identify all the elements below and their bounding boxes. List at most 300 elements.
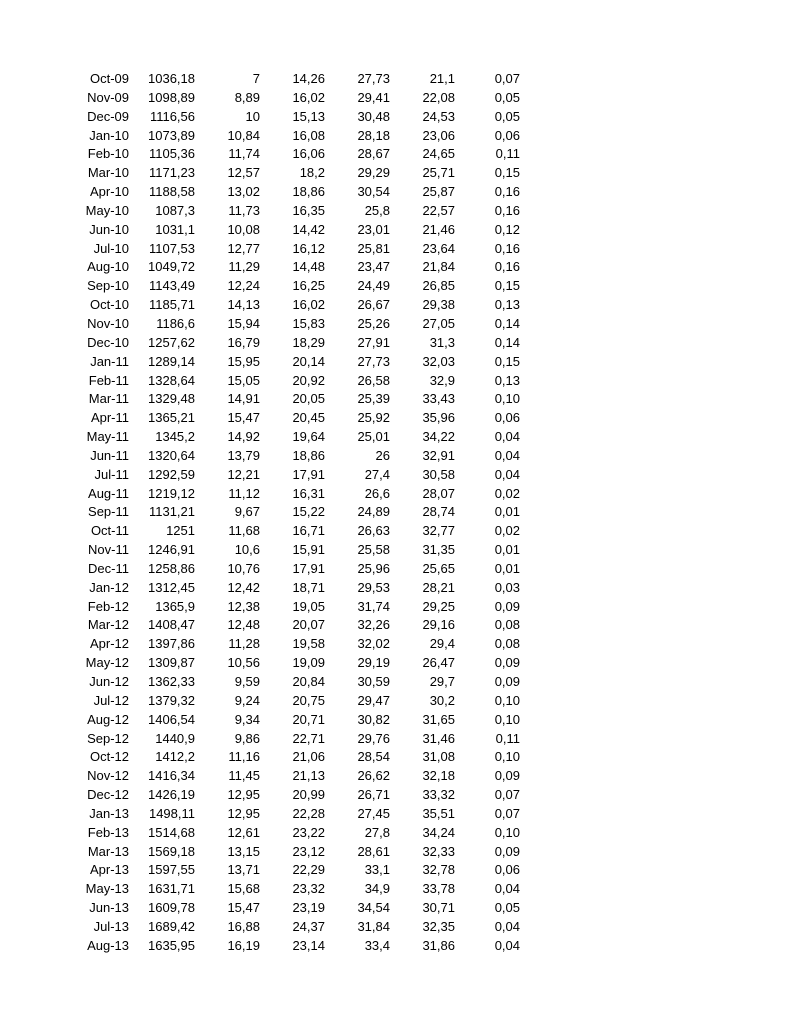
- date-cell[interactable]: May-12: [85, 655, 129, 671]
- value-cell[interactable]: 11,74: [228, 146, 260, 162]
- value-cell[interactable]: 29,19: [357, 655, 390, 671]
- value-cell[interactable]: 22,71: [292, 730, 325, 746]
- value-cell[interactable]: 29,47: [357, 692, 390, 708]
- value-cell[interactable]: 24,53: [422, 108, 455, 124]
- value-cell[interactable]: 29,4: [429, 636, 455, 652]
- value-cell[interactable]: 1171,23: [148, 165, 195, 181]
- value-cell[interactable]: 11,73: [228, 202, 260, 218]
- value-cell[interactable]: 1185,71: [148, 297, 195, 313]
- date-cell[interactable]: Apr-13: [89, 862, 129, 878]
- value-cell[interactable]: 20,07: [292, 617, 325, 633]
- date-cell[interactable]: Jul-12: [93, 692, 129, 708]
- value-cell[interactable]: 32,35: [422, 918, 455, 934]
- value-cell[interactable]: 16,02: [292, 297, 325, 313]
- value-cell[interactable]: 32,18: [422, 768, 455, 784]
- value-cell[interactable]: 15,68: [227, 881, 260, 897]
- value-cell[interactable]: 14,42: [292, 221, 325, 237]
- value-cell[interactable]: 0,13: [494, 297, 520, 313]
- value-cell[interactable]: 1635,95: [148, 937, 195, 953]
- value-cell[interactable]: 15,47: [227, 900, 260, 916]
- value-cell[interactable]: 18,2: [299, 165, 325, 181]
- value-cell[interactable]: 1412,2: [155, 749, 195, 765]
- value-cell[interactable]: 26,85: [422, 278, 455, 294]
- value-cell[interactable]: 1416,34: [148, 768, 195, 784]
- value-cell[interactable]: 23,12: [292, 843, 325, 859]
- value-cell[interactable]: 16,12: [292, 240, 325, 256]
- value-cell[interactable]: 17,91: [292, 560, 325, 576]
- value-cell[interactable]: 23,22: [292, 824, 325, 840]
- value-cell[interactable]: 18,86: [292, 447, 325, 463]
- value-cell[interactable]: 26,47: [422, 655, 455, 671]
- value-cell[interactable]: 1406,54: [148, 711, 195, 727]
- date-cell[interactable]: Mar-10: [87, 165, 129, 181]
- value-cell[interactable]: 18,29: [292, 334, 325, 350]
- value-cell[interactable]: 21,13: [292, 768, 325, 784]
- date-cell[interactable]: Dec-12: [87, 787, 129, 803]
- value-cell[interactable]: 23,47: [357, 259, 390, 275]
- value-cell[interactable]: 30,2: [429, 692, 455, 708]
- value-cell[interactable]: 22,29: [292, 862, 325, 878]
- value-cell[interactable]: 24,65: [422, 146, 455, 162]
- value-cell[interactable]: 31,08: [422, 749, 455, 765]
- value-cell[interactable]: 24,37: [292, 918, 325, 934]
- value-cell[interactable]: 16,31: [292, 485, 325, 501]
- value-cell[interactable]: 22,28: [292, 805, 325, 821]
- value-cell[interactable]: 0,05: [494, 89, 520, 105]
- date-cell[interactable]: Dec-10: [87, 334, 129, 350]
- value-cell[interactable]: 32,78: [422, 862, 455, 878]
- value-cell[interactable]: 16,88: [227, 918, 260, 934]
- value-cell[interactable]: 10,84: [227, 127, 260, 143]
- value-cell[interactable]: 34,9: [364, 881, 390, 897]
- value-cell[interactable]: 0,14: [494, 315, 520, 331]
- value-cell[interactable]: 1036,18: [148, 71, 195, 86]
- date-cell[interactable]: Feb-10: [87, 146, 129, 162]
- value-cell[interactable]: 26,71: [357, 787, 390, 803]
- value-cell[interactable]: 14,91: [227, 391, 260, 407]
- value-cell[interactable]: 32,26: [357, 617, 390, 633]
- value-cell[interactable]: 28,21: [422, 579, 455, 595]
- value-cell[interactable]: 16,19: [227, 937, 260, 953]
- value-cell[interactable]: 29,76: [357, 730, 390, 746]
- value-cell[interactable]: 0,09: [494, 655, 520, 671]
- value-cell[interactable]: 33,4: [364, 937, 390, 953]
- date-cell[interactable]: Apr-11: [90, 410, 129, 426]
- value-cell[interactable]: 23,14: [292, 937, 325, 953]
- value-cell[interactable]: 0,09: [494, 598, 520, 614]
- value-cell[interactable]: 1031,1: [155, 221, 195, 237]
- date-cell[interactable]: Mar-13: [87, 843, 129, 859]
- date-cell[interactable]: Nov-12: [87, 768, 129, 784]
- value-cell[interactable]: 0,15: [494, 165, 520, 181]
- date-cell[interactable]: Jun-11: [90, 447, 129, 463]
- value-cell[interactable]: 27,73: [357, 71, 390, 86]
- value-cell[interactable]: 28,74: [422, 504, 455, 520]
- value-cell[interactable]: 0,07: [494, 787, 520, 803]
- date-cell[interactable]: Jan-13: [89, 805, 129, 821]
- value-cell[interactable]: 0,07: [494, 805, 520, 821]
- value-cell[interactable]: 15,95: [227, 353, 260, 369]
- value-cell[interactable]: 25,92: [357, 410, 390, 426]
- value-cell[interactable]: 29,29: [357, 165, 390, 181]
- date-cell[interactable]: Oct-11: [90, 523, 129, 539]
- value-cell[interactable]: 1289,14: [148, 353, 195, 369]
- value-cell[interactable]: 30,54: [357, 184, 390, 200]
- value-cell[interactable]: 31,46: [422, 730, 455, 746]
- date-cell[interactable]: Jul-10: [93, 240, 129, 256]
- value-cell[interactable]: 15,94: [227, 315, 260, 331]
- value-cell[interactable]: 19,05: [292, 598, 325, 614]
- value-cell[interactable]: 26,67: [357, 297, 390, 313]
- value-cell[interactable]: 25,26: [357, 315, 390, 331]
- value-cell[interactable]: 1408,47: [148, 617, 195, 633]
- value-cell[interactable]: 15,47: [227, 410, 260, 426]
- value-cell[interactable]: 0,13: [494, 372, 520, 388]
- value-cell[interactable]: 1116,56: [149, 108, 195, 124]
- value-cell[interactable]: 27,4: [364, 466, 390, 482]
- value-cell[interactable]: 29,16: [422, 617, 455, 633]
- date-cell[interactable]: Aug-12: [87, 711, 129, 727]
- date-cell[interactable]: May-11: [86, 429, 129, 445]
- value-cell[interactable]: 1397,86: [148, 636, 195, 652]
- value-cell[interactable]: 1257,62: [148, 334, 195, 350]
- value-cell[interactable]: 24,49: [357, 278, 390, 294]
- value-cell[interactable]: 0,11: [495, 730, 520, 746]
- value-cell[interactable]: 9,67: [234, 504, 260, 520]
- value-cell[interactable]: 10: [245, 108, 260, 124]
- value-cell[interactable]: 30,58: [422, 466, 455, 482]
- value-cell[interactable]: 27,05: [422, 315, 455, 331]
- value-cell[interactable]: 1426,19: [148, 787, 195, 803]
- value-cell[interactable]: 11,29: [228, 259, 260, 275]
- value-cell[interactable]: 0,04: [494, 937, 520, 953]
- value-cell[interactable]: 1498,11: [148, 805, 195, 821]
- value-cell[interactable]: 12,21: [227, 466, 260, 482]
- value-cell[interactable]: 1514,68: [148, 824, 195, 840]
- value-cell[interactable]: 1258,86: [148, 560, 195, 576]
- value-cell[interactable]: 8,89: [234, 89, 260, 105]
- value-cell[interactable]: 0,05: [494, 900, 520, 916]
- value-cell[interactable]: 17,91: [292, 466, 325, 482]
- value-cell[interactable]: 0,16: [494, 202, 520, 218]
- value-cell[interactable]: 12,48: [227, 617, 260, 633]
- value-cell[interactable]: 14,48: [292, 259, 325, 275]
- value-cell[interactable]: 32,33: [422, 843, 455, 859]
- value-cell[interactable]: 33,43: [422, 391, 455, 407]
- date-cell[interactable]: Dec-11: [88, 560, 129, 576]
- value-cell[interactable]: 1689,42: [148, 918, 195, 934]
- value-cell[interactable]: 18,86: [292, 184, 325, 200]
- value-cell[interactable]: 0,01: [494, 504, 520, 520]
- value-cell[interactable]: 0,09: [494, 674, 520, 689]
- value-cell[interactable]: 12,61: [227, 824, 260, 840]
- value-cell[interactable]: 29,41: [357, 89, 390, 105]
- date-cell[interactable]: Mar-12: [87, 617, 129, 633]
- value-cell[interactable]: 0,07: [494, 71, 520, 86]
- value-cell[interactable]: 0,01: [494, 560, 520, 576]
- value-cell[interactable]: 35,96: [422, 410, 455, 426]
- value-cell[interactable]: 25,96: [357, 560, 390, 576]
- value-cell[interactable]: 0,03: [494, 579, 520, 595]
- value-cell[interactable]: 1188,58: [148, 184, 195, 200]
- value-cell[interactable]: 23,64: [422, 240, 455, 256]
- value-cell[interactable]: 31,65: [422, 711, 455, 727]
- value-cell[interactable]: 28,61: [357, 843, 390, 859]
- value-cell[interactable]: 21,46: [422, 221, 455, 237]
- value-cell[interactable]: 12,57: [227, 165, 260, 181]
- value-cell[interactable]: 0,08: [494, 617, 520, 633]
- value-cell[interactable]: 1569,18: [148, 843, 195, 859]
- value-cell[interactable]: 14,13: [227, 297, 260, 313]
- value-cell[interactable]: 13,02: [227, 184, 260, 200]
- value-cell[interactable]: 0,15: [494, 278, 520, 294]
- value-cell[interactable]: 20,71: [292, 711, 325, 727]
- value-cell[interactable]: 0,08: [494, 636, 520, 652]
- date-cell[interactable]: Feb-12: [87, 598, 129, 614]
- value-cell[interactable]: 0,04: [494, 466, 520, 482]
- value-cell[interactable]: 21,06: [292, 749, 325, 765]
- value-cell[interactable]: 15,83: [292, 315, 325, 331]
- value-cell[interactable]: 11,12: [228, 485, 260, 501]
- value-cell[interactable]: 29,38: [422, 297, 455, 313]
- value-cell[interactable]: 21,1: [429, 71, 455, 86]
- value-cell[interactable]: 34,22: [422, 429, 455, 445]
- value-cell[interactable]: 1328,64: [148, 372, 195, 388]
- value-cell[interactable]: 1098,89: [148, 89, 195, 105]
- value-cell[interactable]: 0,06: [494, 127, 520, 143]
- value-cell[interactable]: 24,89: [357, 504, 390, 520]
- value-cell[interactable]: 1087,3: [155, 202, 195, 218]
- value-cell[interactable]: 28,07: [422, 485, 455, 501]
- value-cell[interactable]: 35,51: [422, 805, 455, 821]
- value-cell[interactable]: 23,32: [292, 881, 325, 897]
- value-cell[interactable]: 0,16: [494, 184, 520, 200]
- date-cell[interactable]: May-13: [85, 881, 129, 897]
- value-cell[interactable]: 27,8: [364, 824, 390, 840]
- value-cell[interactable]: 23,19: [292, 900, 325, 916]
- value-cell[interactable]: 12,38: [227, 598, 260, 614]
- date-cell[interactable]: Jan-11: [90, 353, 129, 369]
- date-cell[interactable]: Apr-10: [89, 184, 129, 200]
- date-cell[interactable]: Sep-11: [88, 504, 129, 520]
- value-cell[interactable]: 16,25: [292, 278, 325, 294]
- date-cell[interactable]: Sep-12: [87, 730, 129, 746]
- value-cell[interactable]: 29,53: [357, 579, 390, 595]
- value-cell[interactable]: 16,08: [292, 127, 325, 143]
- value-cell[interactable]: 1186,6: [156, 315, 195, 331]
- value-cell[interactable]: 32,77: [422, 523, 455, 539]
- value-cell[interactable]: 1312,45: [148, 579, 195, 595]
- value-cell[interactable]: 16,06: [292, 146, 325, 162]
- value-cell[interactable]: 19,58: [292, 636, 325, 652]
- value-cell[interactable]: 1246,91: [148, 542, 195, 558]
- value-cell[interactable]: 28,18: [357, 127, 390, 143]
- date-cell[interactable]: Jun-13: [89, 900, 129, 916]
- value-cell[interactable]: 15,13: [292, 108, 325, 124]
- value-cell[interactable]: 16,35: [292, 202, 325, 218]
- value-cell[interactable]: 20,92: [292, 372, 325, 388]
- value-cell[interactable]: 9,59: [234, 674, 260, 689]
- value-cell[interactable]: 23,06: [422, 127, 455, 143]
- date-cell[interactable]: Jan-12: [89, 579, 129, 595]
- value-cell[interactable]: 31,74: [357, 598, 390, 614]
- date-cell[interactable]: Oct-09: [89, 71, 129, 86]
- date-cell[interactable]: Apr-12: [89, 636, 129, 652]
- value-cell[interactable]: 33,78: [422, 881, 455, 897]
- date-cell[interactable]: Aug-10: [87, 259, 129, 275]
- value-cell[interactable]: 1597,55: [148, 862, 195, 878]
- value-cell[interactable]: 0,15: [494, 353, 520, 369]
- value-cell[interactable]: 31,35: [422, 542, 455, 558]
- value-cell[interactable]: 1292,59: [148, 466, 195, 482]
- value-cell[interactable]: 13,15: [227, 843, 260, 859]
- value-cell[interactable]: 22,08: [422, 89, 455, 105]
- date-cell[interactable]: Jun-10: [89, 221, 129, 237]
- value-cell[interactable]: 0,10: [494, 711, 520, 727]
- date-cell[interactable]: Jul-13: [93, 918, 129, 934]
- value-cell[interactable]: 1309,87: [148, 655, 195, 671]
- value-cell[interactable]: 0,11: [495, 146, 520, 162]
- value-cell[interactable]: 0,04: [494, 447, 520, 463]
- value-cell[interactable]: 10,56: [227, 655, 260, 671]
- value-cell[interactable]: 25,58: [357, 542, 390, 558]
- value-cell[interactable]: 1329,48: [148, 391, 195, 407]
- value-cell[interactable]: 10,76: [227, 560, 260, 576]
- date-cell[interactable]: Oct-10: [89, 297, 129, 313]
- date-cell[interactable]: Nov-09: [87, 89, 129, 105]
- value-cell[interactable]: 0,01: [494, 542, 520, 558]
- value-cell[interactable]: 20,84: [292, 674, 325, 689]
- value-cell[interactable]: 1049,72: [148, 259, 195, 275]
- value-cell[interactable]: 13,79: [227, 447, 260, 463]
- date-cell[interactable]: Jan-10: [89, 127, 129, 143]
- value-cell[interactable]: 1631,71: [148, 881, 195, 897]
- value-cell[interactable]: 25,01: [357, 429, 390, 445]
- value-cell[interactable]: 34,54: [357, 900, 390, 916]
- value-cell[interactable]: 0,09: [494, 843, 520, 859]
- value-cell[interactable]: 20,99: [292, 787, 325, 803]
- value-cell[interactable]: 30,82: [357, 711, 390, 727]
- value-cell[interactable]: 9,86: [234, 730, 260, 746]
- value-cell[interactable]: 1131,21: [148, 504, 195, 520]
- value-cell[interactable]: 11,45: [228, 768, 260, 784]
- value-cell[interactable]: 22,57: [422, 202, 455, 218]
- value-cell[interactable]: 30,71: [422, 900, 455, 916]
- value-cell[interactable]: 9,34: [234, 711, 260, 727]
- value-cell[interactable]: 1362,33: [148, 674, 195, 689]
- value-cell[interactable]: 12,42: [227, 579, 260, 595]
- value-cell[interactable]: 28,54: [357, 749, 390, 765]
- value-cell[interactable]: 0,10: [494, 692, 520, 708]
- value-cell[interactable]: 7: [252, 71, 260, 86]
- value-cell[interactable]: 27,73: [357, 353, 390, 369]
- value-cell[interactable]: 25,81: [357, 240, 390, 256]
- value-cell[interactable]: 0,12: [494, 221, 520, 237]
- value-cell[interactable]: 15,05: [227, 372, 260, 388]
- value-cell[interactable]: 1107,53: [148, 240, 195, 256]
- value-cell[interactable]: 0,06: [494, 862, 520, 878]
- value-cell[interactable]: 13,71: [227, 862, 260, 878]
- value-cell[interactable]: 30,59: [357, 674, 390, 689]
- date-cell[interactable]: Nov-10: [87, 315, 129, 331]
- value-cell[interactable]: 16,71: [292, 523, 325, 539]
- value-cell[interactable]: 26,58: [357, 372, 390, 388]
- value-cell[interactable]: 1073,89: [148, 127, 195, 143]
- date-cell[interactable]: Feb-13: [87, 824, 129, 840]
- value-cell[interactable]: 26,6: [364, 485, 390, 501]
- value-cell[interactable]: 1105,36: [148, 146, 195, 162]
- value-cell[interactable]: 15,22: [292, 504, 325, 520]
- value-cell[interactable]: 14,26: [292, 71, 325, 86]
- value-cell[interactable]: 0,04: [494, 429, 520, 445]
- value-cell[interactable]: 30,48: [357, 108, 390, 124]
- value-cell[interactable]: 16,79: [227, 334, 260, 350]
- value-cell[interactable]: 32,91: [422, 447, 455, 463]
- value-cell[interactable]: 11,68: [228, 523, 260, 539]
- value-cell[interactable]: 32,03: [422, 353, 455, 369]
- value-cell[interactable]: 27,45: [357, 805, 390, 821]
- value-cell[interactable]: 0,02: [494, 485, 520, 501]
- value-cell[interactable]: 0,04: [494, 918, 520, 934]
- value-cell[interactable]: 33,32: [422, 787, 455, 803]
- value-cell[interactable]: 26,62: [357, 768, 390, 784]
- value-cell[interactable]: 14,92: [227, 429, 260, 445]
- value-cell[interactable]: 12,77: [227, 240, 260, 256]
- value-cell[interactable]: 31,84: [357, 918, 390, 934]
- value-cell[interactable]: 29,7: [429, 674, 455, 689]
- date-cell[interactable]: Mar-11: [88, 391, 129, 407]
- value-cell[interactable]: 28,67: [357, 146, 390, 162]
- value-cell[interactable]: 0,06: [494, 410, 520, 426]
- value-cell[interactable]: 1143,49: [148, 278, 195, 294]
- date-cell[interactable]: Sep-10: [87, 278, 129, 294]
- value-cell[interactable]: 21,84: [422, 259, 455, 275]
- value-cell[interactable]: 0,10: [494, 391, 520, 407]
- value-cell[interactable]: 0,02: [494, 523, 520, 539]
- value-cell[interactable]: 26,63: [357, 523, 390, 539]
- date-cell[interactable]: Nov-11: [88, 542, 129, 558]
- value-cell[interactable]: 15,91: [292, 542, 325, 558]
- value-cell[interactable]: 1379,32: [148, 692, 195, 708]
- value-cell[interactable]: 29,25: [422, 598, 455, 614]
- value-cell[interactable]: 25,39: [357, 391, 390, 407]
- value-cell[interactable]: 1609,78: [148, 900, 195, 916]
- value-cell[interactable]: 31,86: [422, 937, 455, 953]
- value-cell[interactable]: 1345,2: [155, 429, 195, 445]
- value-cell[interactable]: 1219,12: [148, 485, 195, 501]
- date-cell[interactable]: Aug-11: [88, 485, 129, 501]
- value-cell[interactable]: 1440,9: [155, 730, 195, 746]
- value-cell[interactable]: 18,71: [292, 579, 325, 595]
- value-cell[interactable]: 19,09: [292, 655, 325, 671]
- value-cell[interactable]: 19,64: [292, 429, 325, 445]
- value-cell[interactable]: 12,24: [227, 278, 260, 294]
- value-cell[interactable]: 0,09: [494, 768, 520, 784]
- date-cell[interactable]: Jun-12: [89, 674, 129, 689]
- date-cell[interactable]: Jul-11: [94, 466, 129, 482]
- date-cell[interactable]: Dec-09: [87, 108, 129, 124]
- value-cell[interactable]: 1320,64: [148, 447, 195, 463]
- value-cell[interactable]: 20,75: [292, 692, 325, 708]
- value-cell[interactable]: 33,1: [364, 862, 390, 878]
- value-cell[interactable]: 1365,9: [155, 598, 195, 614]
- value-cell[interactable]: 1251: [166, 523, 195, 539]
- value-cell[interactable]: 9,24: [234, 692, 260, 708]
- value-cell[interactable]: 32,9: [429, 372, 455, 388]
- value-cell[interactable]: 11,16: [228, 749, 260, 765]
- date-cell[interactable]: Feb-11: [88, 372, 129, 388]
- value-cell[interactable]: 25,87: [422, 184, 455, 200]
